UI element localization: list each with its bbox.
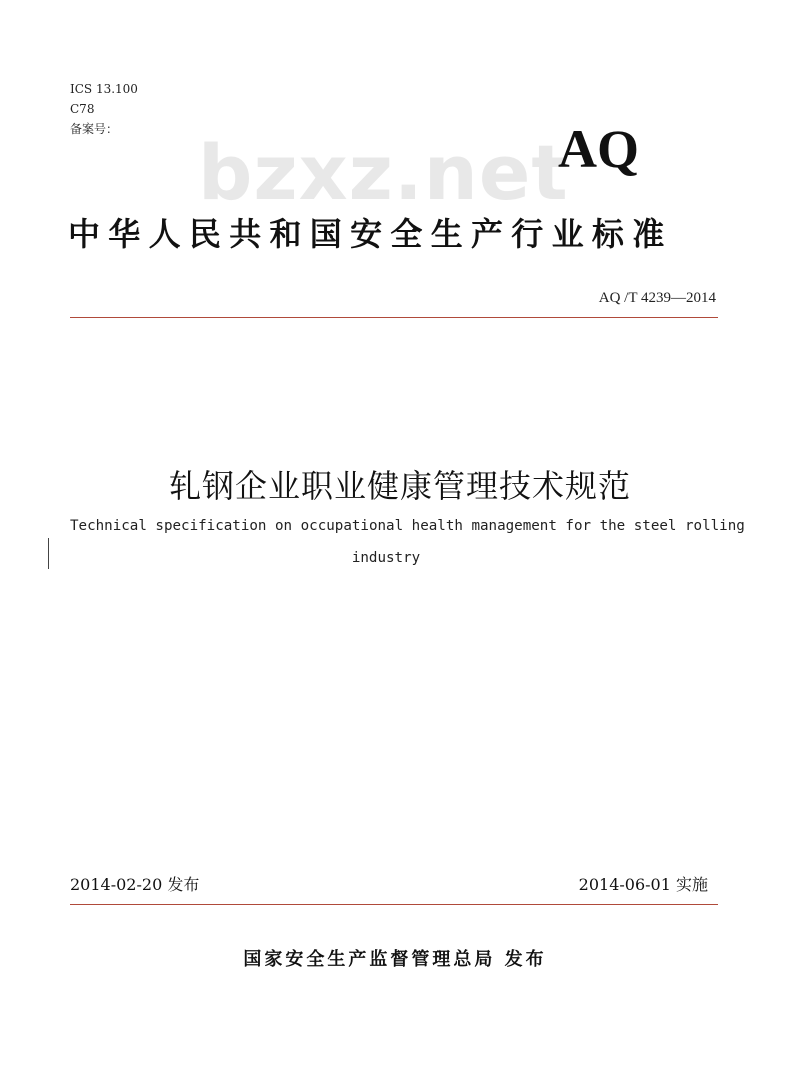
document-title-en-line1: Technical specification on occupational health management for the steel rolling: [70, 518, 745, 534]
issue-date: 2014-02-20 发布: [70, 875, 200, 894]
aq-logo: AQ: [558, 119, 639, 179]
header-divider: [70, 317, 718, 318]
footer-divider: [70, 904, 718, 905]
standard-number: AQ /T 4239—2014: [598, 290, 716, 306]
document-title-en-line2: industry: [351, 550, 421, 566]
ccs-code: C78: [70, 102, 95, 116]
watermark-text: bzxz.net: [198, 128, 569, 217]
industry-standard-title: 中华人民共和国安全生产行业标准: [68, 215, 673, 253]
ics-code: ICS 13.100: [70, 82, 138, 96]
implementation-date: 2014-06-01 实施: [578, 875, 708, 894]
issuing-authority: 国家安全生产监督管理总局 发布: [243, 949, 547, 970]
filing-number-label: 备案号：: [70, 122, 119, 136]
document-title-cn: 轧钢企业职业健康管理技术规范: [168, 467, 631, 505]
